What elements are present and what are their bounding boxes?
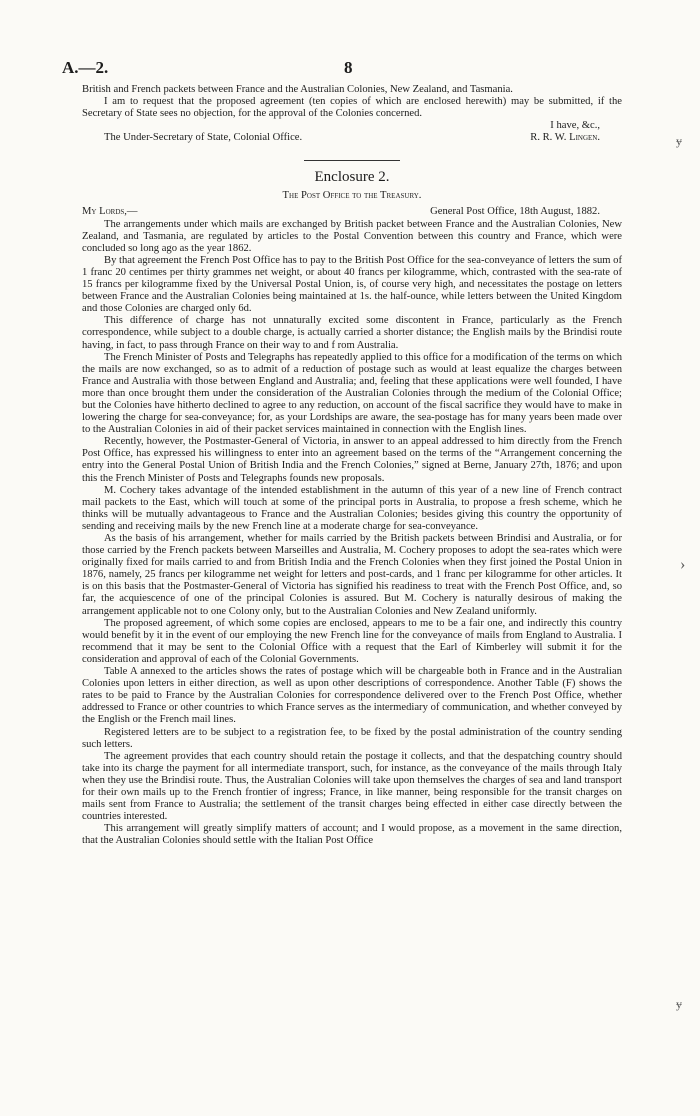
letter-date: General Post Office, 18th August, 1882.: [430, 206, 600, 218]
paragraph: By that agreement the French Post Office has to pay to the British Post Office for the sea-conveyance of letters the sum of 1 franc 20 centimes per thirty grammes net weight, or about 40 francs per kilogramme, which, contrasted with the sea-rate of 15 francs per kilogramme fixed by the Universal Postal Union, is, of course very high, and necessitates the postage on letters between France and the Australian Colonies being maintained at 1s. the half-ounce, while letters between the United Kingdom and those Colonies are charged only 6d.: [82, 254, 622, 315]
salutation: My Lords,—: [82, 206, 138, 218]
enclosure-subtitle: The Post Office to the Treasury.: [282, 190, 422, 202]
continuation-paragraph: British and French packets between France and the Australian Colonies, New Zealand, and Tasmania.: [82, 84, 513, 95]
request-paragraph: I am to request that the proposed agreement (ten copies of which are enclosed herewith) may be submitted, if the Secretary of State sees no objection, for the approval of the Colonies concerned.: [82, 96, 622, 120]
signature-line: [82, 132, 622, 144]
paragraph: Recently, however, the Postmaster-General of Victoria, in answer to an appeal addressed to him directly from the French Post Office, has expressed his willingness to enter into an agreement based on the terms of the “Arrangement concerning the entry into the General Postal Union of British India and the French Colonies,” signed at Berne, January 27th, 1876; and upon this the French Minister of Posts and Telegraphs founds new proposals.: [82, 436, 622, 484]
addressee: The Under-Secretary of State, Colonial Office.: [104, 132, 303, 144]
paragraph: This arrangement will greatly simplify matters of account; and I would propose, as a movement in the same direction, that the Australian Colonies should settle with the Italian Post Office: [82, 823, 622, 847]
document-page: [62, 58, 622, 847]
document-reference: A.—2.: [62, 58, 109, 77]
paragraph: The arrangements under which mails are exchanged by British packet between France and the Australian Colonies, New Zealand, and Tasmania, are regulated by articles to the Postal Convention between this country and France, which were concluded so long ago as the year 1862.: [82, 218, 622, 254]
paragraph: The agreement provides that each country should retain the postage it collects, and that the despatching country should take into its charge the payment for all intermediate transport, such, for instance, as the conveyance of the mails through Italy when they use the Brindisi route. Thus, the Australian Colonies will take upon themselves the charges of sea and land transport for their own mails up to the French frontier of ingress; France, in like manner, being responsible for the transit charges on mails sent from France to Australia; the settlement of the transit charges being effected in either case directly between the countries interested.: [82, 750, 622, 823]
paragraph: As the basis of his arrangement, whether for mails carried by the British packets between Brindisi and Australia, or for those carried by the French packets between Marseilles and Australia, M. Cochery proposes to adopt the sea-rates which were originally fixed for mails carried to and from British India and the French Colonies when they first joined the Postal Union in 1876, namely, 25 francs per kilogramme net weight for letters and post-cards, and 1 franc per kilogramme for other articles. It is on this basis that the Postmaster-General of Victoria has signified his readiness to treat with the French Post Office, and, so far, the acquiescence of one of the principal Colonies is assured. But M. Cochery is naturally desirous of making the arrangement applicable not to one Colony only, but to the Australian Colonies and New Zealand uniformly.: [82, 533, 622, 617]
paragraph: Table A annexed to the articles shows the rates of postage which will be chargeable both in France and in the Australian Colonies upon letters in either direction, as well as upon other descriptions of correspondence. Another Table (F) shows the rates to be paid to France by the Australian Colonies for correspondence delivered over to the French Post Office, whether addressed to France or other countries to which France serves as the intermediary of communication, and whether conveyed by the English or the French mail lines.: [82, 666, 622, 726]
margin-mark-top: ɏ: [676, 134, 682, 148]
paragraph: The French Minister of Posts and Telegraphs has repeatedly applied to this office for a modification of the terms on which the mails are now exchanged, so as to admit of a reduction of postage such as would at least equalize the charges between France and Australia with those between England and Australia; and, feeling that these applications were well founded, I have more than once brought them under the consideration of the Australian Colonies through the medium of the Colonial Office; but the Colonies have hitherto declined to agree to any reduction, on account of the fiscal sacrifice they would have to make in lowering the charge for sea-conveyance; for, as your Lordships are aware, the sea-postage has for many years been made over to the Australian Colonies in aid of their packet services maintained in connection with the English lines.: [82, 351, 622, 436]
margin-mark-middle: ›: [680, 556, 686, 573]
paragraph: The proposed agreement, of which some copies are enclosed, appears to me to be a fair one, and indirectly this country would benefit by it in the event of our employing the new French line for the conveyance of mails from England to Australia. I recommend that it may be sent to the Colonial Office with a request that the Earl of Kimberley will submit it for the consideration and approval of each of the Colonial Governments.: [82, 617, 622, 665]
salutation-line: [82, 206, 622, 218]
page-header: [62, 58, 622, 84]
paragraph: Registered letters are to be subject to a registration fee, to be fixed by the postal administration of the country sending such letters.: [82, 726, 622, 750]
closing: I have, &c.,: [550, 120, 600, 132]
page-number: 8: [344, 58, 353, 77]
enclosure-title: Enclosure 2.: [314, 169, 390, 186]
paragraph: This difference of charge has not unnaturally excited some discontent in France, particularly as the French correspondence, while subject to a double charge, is actually carried a shorter distance; the English mails by the Brindisi route having, in fact, to pass through France on their way to and f rom Australia.: [82, 315, 622, 351]
section-divider: [304, 160, 400, 161]
paragraph: M. Cochery takes advantage of the intended establishment in the autumn of this year of a new line of French contract mail packets to the East, which will touch at some of the principal ports in Australia, to propose a fresh scheme, which he thinks will be mutually advantageous to France and the Australian Colonies; besides giving this country the opportunity of sending and receiving mails by the new French line at a moderate charge for sea-conveyance.: [82, 484, 622, 532]
margin-mark-bottom: ɏ: [676, 997, 682, 1011]
signature: R. R. W. Lingen.: [530, 132, 600, 144]
